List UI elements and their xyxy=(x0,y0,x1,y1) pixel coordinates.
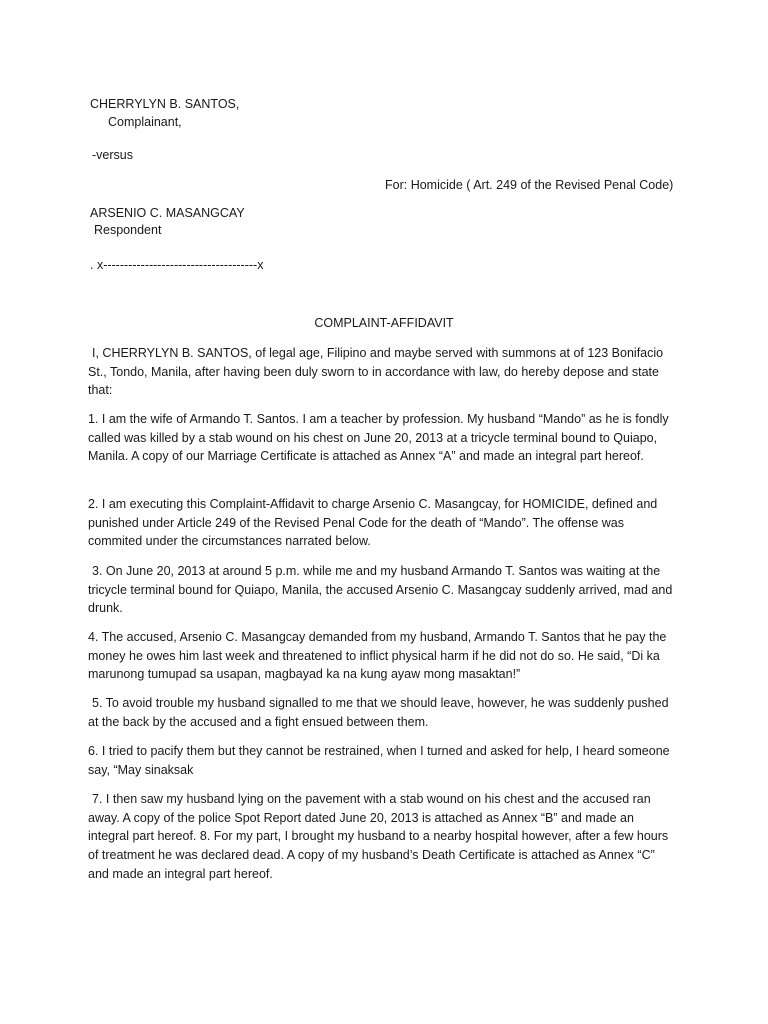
versus-label: -versus xyxy=(92,148,133,162)
complainant-role: Complainant, xyxy=(108,115,182,129)
complainant-name: CHERRYLYN B. SANTOS, xyxy=(90,97,240,111)
paragraph-5: 5. To avoid trouble my husband signalled to me that we should leave, however, he was suddenly pushed at the back by the accused and a fight ensued between them. xyxy=(88,696,669,729)
paragraph-7: 7. I then saw my husband lying on the pavement with a stab wound on his chest and the accused ran away. A copy of the police Spot Report dated June 20, 2013 is attached as Annex “B” and made an integral part hereof. 8. For my part, I brought my husband to a nearby hospital however, after a few hours of treatment he was declared dead. A copy of my husband’s Death Certificate is attached as Annex “C” and made an integral part hereof. xyxy=(88,792,669,881)
paragraph-6: 6. I tried to pacify them but they cannot be restrained, when I turned and asked for help, I heard someone say, “May sinaksak xyxy=(88,744,670,777)
document-title: COMPLAINT-AFFIDAVIT xyxy=(314,316,454,330)
paragraph-4: 4. The accused, Arsenio C. Masangcay demanded from my husband, Armando T. Santos that he pay the money he owes him last week and threatened to inflict physical harm if he did not do so. He said, “Di ka marunong tumupad sa usapan, magbayad ka na kung ayaw mong masaktan!” xyxy=(88,630,667,682)
paragraph-3: 3. On June 20, 2013 at around 5 p.m. while me and my husband Armando T. Santos was waiting at the tricycle terminal bound for Quiapo, Manila, the accused Arsenio C. Masangcay suddenly arrived, mad and drunk. xyxy=(88,564,673,616)
respondent-role: Respondent xyxy=(94,223,162,237)
paragraph-1: 1. I am the wife of Armando T. Santos. I am a teacher by profession. My husband “Mando” as he is fondly called was killed by a stab wound on his chest on June 20, 2013 at a tricycle terminal bound to Quiapo, Manila. A copy of our Marriage Certificate is attached as Annex “A” and made an integral part hereof. xyxy=(88,412,669,464)
caption-separator: . x-------------------------------------x xyxy=(90,258,264,272)
intro-paragraph: I, CHERRYLYN B. SANTOS, of legal age, Filipino and maybe served with summons at of 123 Bonifacio St., Tondo, Manila, after having been duly sworn to in accordance with law, do hereby depose and state that: xyxy=(88,346,664,398)
charge-line: For: Homicide ( Art. 249 of the Revised Penal Code) xyxy=(385,178,674,192)
paragraph-2: 2. I am executing this Complaint-Affidavit to charge Arsenio C. Masangcay, for HOMICIDE, defined and punished under Article 249 of the Revised Penal Code for the death of “Mando”. The offense was commited under the circumstances narrated below. xyxy=(88,497,658,549)
respondent-name: ARSENIO C. MASANGCAY xyxy=(90,206,245,220)
